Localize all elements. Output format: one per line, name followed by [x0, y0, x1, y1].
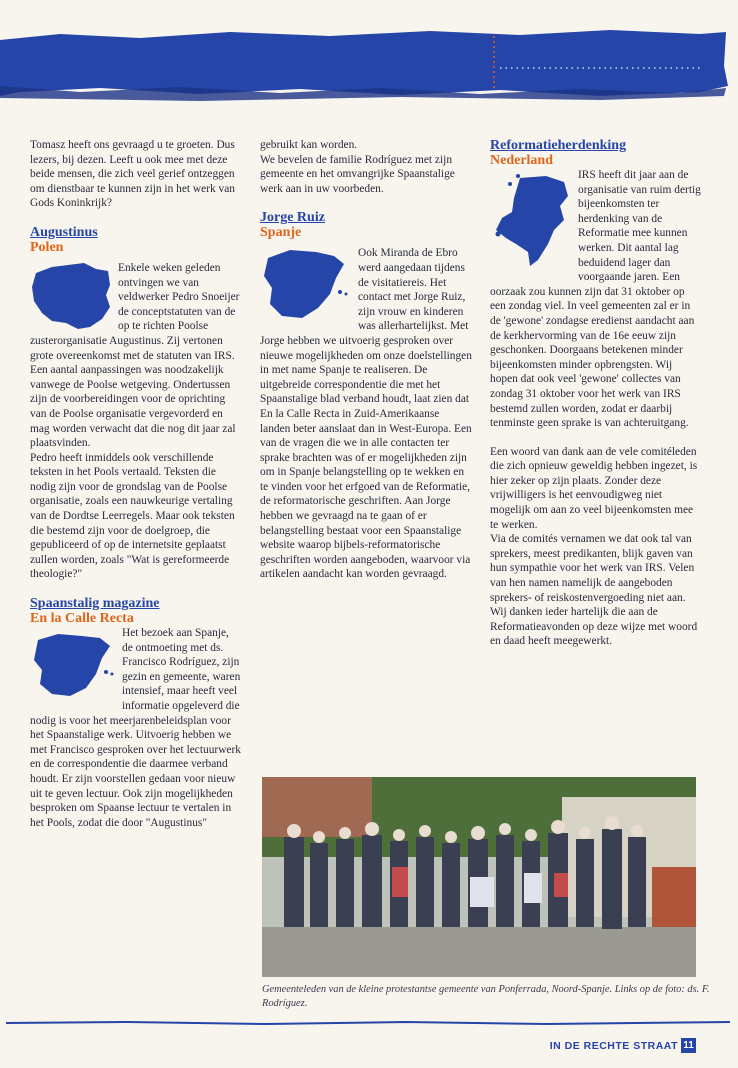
netherlands-map-icon — [490, 172, 572, 272]
group-photo — [262, 777, 696, 977]
column-right — [490, 138, 702, 649]
thanks-text-2: Via de comités vernamen we dat ook tal van sprekers, meest predikanten, blijk gaven van hun sympathie voor het werk van IRS. Velen van hen namen namelijk de aangeboden sprekers- of reiskostenvergoeding niet aan. Wij danken ieder hartelijk die aan de Reformatieavonden op deze wijze met woord en daad heeft meegewerkt. — [490, 533, 698, 648]
footer-magazine-title: IN DE RECHTE STRAAT — [549, 1040, 678, 1052]
reformatie-text: IRS heeft dit jaar aan de organisatie van ruim dertig bijeenkomsten ter herdenking van de Reformatie mee kunnen werken. Dit aantal lag beduidend lager dan voorgaande jaren. Een oorzaak zou kunnen zijn dat 31 oktober op een zondag viel. In veel gemeenten zal er in de 'gewone' zondagse eredienst aandacht aan de kerkhervorming van de 16e eeuw zijn geschonken. Doorgaans betekenen minder bijeenkomsten minder opbrengsten. Wij hopen dat ook veel 'gewone' collectes van zondag 31 oktober voor het werk van IRS bestemd zullen worden, zodat er daarbij tenminste geen sprake is van achteruitgang. — [490, 169, 701, 430]
subheading-spanje: Spanje — [260, 225, 302, 241]
page-number: 11 — [681, 1038, 696, 1053]
col1-intro: Tomasz heeft ons gevraagd u te groeten. Dus lezers, bij dezen. Leeft u ook mee met deze beide mensen, die zich veel gerief ontzeggen om dienstbaar te kunnen zijn in het werk van Gods Koninkrijk? — [30, 139, 235, 210]
jorge-text: Ook Miranda de Ebro werd aangedaan tijdens de visitatiereis. Het contact met Jorge Ruiz, zijn vrouw en kinderen was allerhartelijkst. Met Jorge hebben we uitvoerig gesproken over nieuwe mogelijkheden om onze doelstellingen in met name Spanje te realiseren. De uitgebreide correspondentie die met het Spaanstalige blad verband houdt, laat zien dat En la Calle Recta in Zuid-Amerikaanse landen beter aanslaat dan in West-Europa. Een van de vragen die we in alle contacten ter sprake brachten was of er mogelijkheden zijn om in Spanje belangstelling op te wekken en te vinden voor het erfgoed van de Reformatie, de reformatorische geschriften. Aan Jorge hebben we gevraagd na te gaan of er belangstelling bestaat voor een Spaanstalige website waarop bijbels-reformatorische geschriften worden aangeboden, waarvoor via artikelen aandacht kan worden gevraagd. — [260, 247, 472, 581]
column-left — [30, 138, 242, 830]
heading-augustinus: Augustinus — [30, 224, 98, 240]
heading-reformatieherdenking: Reformatieherdenking — [490, 138, 627, 153]
subheading-nederland: Nederland — [490, 153, 553, 168]
column-middle — [260, 138, 472, 582]
spain-map-icon — [30, 630, 116, 702]
spain-map-icon-2 — [260, 246, 352, 324]
poland-map-icon — [30, 261, 112, 333]
augustinus-text: Enkele weken geleden ontvingen we van veldwerker Pedro Snoeijer de conceptstatuten van de op te richten Poolse zusterorganisatie Augustinus. Zij vertonen grote overeenkomst met de statuten van IRS. Een aantal aanpassingen was noodzakelijk vanwege de Poolse wetgeving. Ondertussen zijn de voorbereidingen voor de oprichting van de Poolse organisatie vergevorderd en mag worden verwacht dat die nog dit jaar zal plaatsvinden. — [30, 261, 240, 450]
subheading-calle-recta: En la Calle Recta — [30, 611, 134, 627]
subheading-polen: Polen — [30, 239, 64, 255]
thanks-text: Een woord van dank aan de vele comitéleden die zich opnieuw geweldig hebben ingezet, is hier zeker op zijn plaats. Zonder deze vrijwilligers is het eenvoudigweg niet mogelijk om aan zo veel bijeenkomsten mee te werken. — [490, 445, 698, 531]
heading-jorge-ruiz: Jorge Ruiz — [260, 210, 325, 226]
photo-caption: Gemeenteleden van de kleine protestantse gemeente van Ponferrada, Noord-Spanje. Links op de foto: ds. F. Rodríguez. — [262, 984, 710, 1009]
footer-divider — [6, 1020, 730, 1026]
heading-magazine: Spaanstalig magazine — [30, 596, 160, 612]
col2-intro-2: We bevelen de familie Rodríguez met zijn gemeente en het omvangrijke Spaanstalige werk aan in uw voorbeden. — [260, 153, 455, 195]
magazine-text: Het bezoek aan Spanje, de ontmoeting met ds. Francisco Rodríguez, zijn gezin en gemeente, waren intensief, maar heeft veel informatie opgeleverd die nodig is voor het meerjarenbeleidsplan voor het Spaanstalige werk. Uitvoerig hebben we met Francisco gesproken over het lectuurwerk en de correspondentie die daarmee verband houdt. Er zijn voorstellen gedaan voor nieuw uit te geven lectuur. Ook zijn mogelijkheden besproken om Spaanse lectuur te vertalen in het Pools, zodat die door "Augustinus" — [30, 627, 241, 829]
header-banner — [0, 26, 738, 104]
col2-intro: gebruikt kan worden. — [260, 139, 358, 151]
augustinus-text-2: Pedro heeft inmiddels ook verschillende teksten in het Pools vertaald. Teksten die nodig zijn voor de grondslag van de Poolse organisatie, zoals een nauwkeurige vertaling van de Dordtse Leerregels. Maar ook teksten die bestemd zijn voor de doelgroep, die gepubliceerd of op de internetsite geplaatst zullen worden, zoals "Wat is gereformeerde theologie?" — [30, 451, 235, 581]
